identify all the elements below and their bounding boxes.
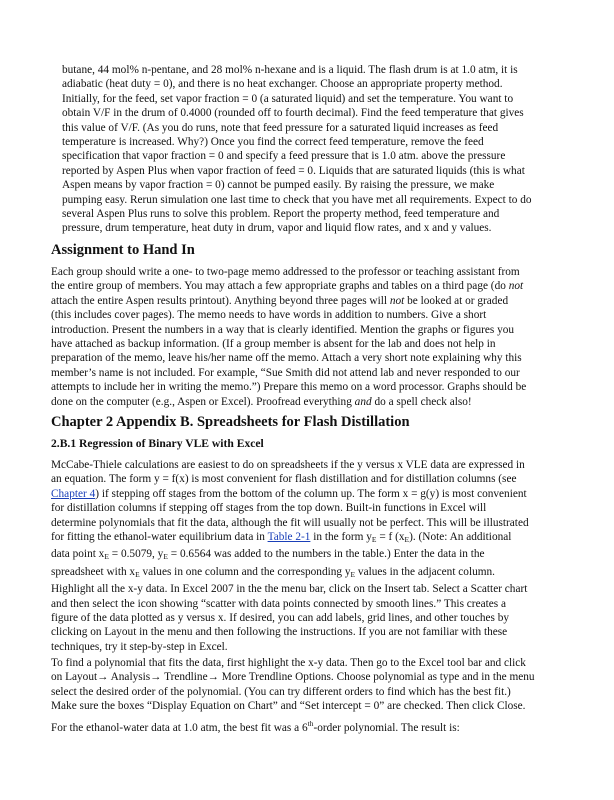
text-line: have attached as backup information. (If a group member is absent for the lab and does not help in: [51, 338, 496, 351]
text-line: Each group should write a one- to two-page memo addressed to the professor or teaching assistant from: [51, 266, 520, 278]
appendix-subheading: 2.B.1 Regression of Binary VLE with Excel: [51, 437, 264, 450]
text-line: Make sure the boxes “Display Equation on Chart” and “Set intercept = 0” are checked. Then click Close.: [51, 700, 526, 713]
appendix-heading: Chapter 2 Appendix B. Spreadsheets for Flash Distillation: [51, 414, 410, 430]
text-line: figure of the data plotted as y versus x. If desired, you can add labels, grid lines, and other touches by: [51, 612, 510, 625]
text-line: attach the entire Aspen results printout). Anything beyond three pages will not be looked at or graded: [51, 294, 509, 307]
text-line: preparation of the memo, leave his/her name off the memo. Attach a very short note explaining why this: [51, 352, 522, 365]
text-line: (this includes cover pages). The memo needs to have words in addition to numbers. Give a short: [51, 309, 487, 322]
text-line: obtain V/F in the drum of 0.4000 (rounded off to fourth decimal). Find the feed temperature that gives: [62, 107, 524, 120]
text-line: an equation. The form y = f(x) is most convenient for flash distillation and for distillation columns (see: [51, 473, 517, 486]
text-line: this value of V/F. (As you do runs, note that feed pressure for a saturated liquid increases as feed: [62, 121, 499, 134]
text-line: the entire group of members. You may attach a few appropriate graphs and tables on a third page (do not: [51, 280, 524, 293]
text-line: introduction. Present the numbers in a way that is clearly identified. Mention the graphs or figures you: [51, 323, 515, 336]
text-line: McCabe-Thiele calculations are easiest to do on spreadsheets if the y versus x VLE data are expressed in: [51, 459, 525, 471]
text-line: specification that vapor fraction = 0 and specify a feed pressure that is 1.0 atm. above the pressure: [62, 150, 506, 163]
text-line: clicking on Layout in the menu and then following the instructions. If you are not familiar with these: [51, 626, 508, 639]
assignment-paragraph: [51, 265, 526, 409]
text-line: reported by Aspen Plus when vapor fraction of feed = 0. Liquids that are saturated liquids (this is what: [62, 164, 525, 177]
text-line: butane, 44 mol% n-pentane, and 28 mol% n-hexane and is a liquid. The flash drum is at 1.0 atm, it is: [62, 64, 518, 76]
table-2-1-link[interactable]: Table 2-1: [267, 531, 311, 544]
text-line: adiabatic (heat duty = 0), and there is no heat exchanger. Choose an appropriate property method.: [62, 78, 503, 91]
text-line: spreadsheet with $x_E$ values in one column and the corresponding $y_E$ values in the adjacent column.: [51, 565, 496, 579]
text-line: To find a polynomial that fits the data, first highlight the x-y data. Then go to the Excel tool bar and click: [51, 657, 526, 669]
text-line: for fitting the ethanol-water equilibrium data in Table 2-1 in the form $y_E = f$ $(x_E)$. (Note: An additional: [51, 531, 512, 545]
text-line: techniques, try it step-by-step in Excel.: [51, 640, 228, 653]
chapter-4-link[interactable]: Chapter 4: [51, 487, 96, 500]
text-line: on Layout→ Analysis→ Trendline→ More Trendline Options. Choose polynomial as type and in the menu: [51, 671, 535, 684]
text-line: Chapter 4) if stepping off stages from the bottom of the column up. The form x = g(y) is most convenient: [51, 487, 527, 500]
appendix-paragraph-2: [51, 656, 535, 714]
text-line: attempts to include her in writing the memo.”) Prepare this memo on a word processor. Graphs should be: [51, 381, 527, 394]
text-line: for distillation columns if stepping off stages from the top down. Built-in functions in Excel will: [51, 502, 487, 515]
text-line: and then select the icon showing “scatter with data points connected by smooth lines.” This creates a: [51, 597, 506, 610]
text-line: pumping easy. Rerun simulation one last time to check that you have met all requirements. Expect to do: [62, 193, 532, 206]
appendix-paragraph-1: [51, 458, 529, 654]
text-line: For the ethanol-water data at 1.0 atm, the best fit was a 6th-order polynomial. The result is:: [51, 719, 460, 734]
text-line: temperature is increased. Why?) Once you find the correct feed temperature, remove the feed: [62, 136, 484, 149]
text-line: determine polynomials that fit the data, although the fit will usually not be perfect. This will be illustrated: [51, 516, 529, 529]
appendix-paragraph-3: [51, 717, 460, 735]
text-line: pressure, drum temperature, heat duty in drum, vapor and liquid flow rates, and x and y values.: [62, 222, 492, 235]
text-line: Initially, for the feed, set vapor fraction = 0 (a saturated liquid) and set the temperature. You want to: [62, 92, 514, 105]
intro-paragraph: [62, 63, 532, 236]
text-line: Highlight all the x-y data. In Excel 2007 in the the menu bar, click on the Insert tab. Select a Scatter chart: [51, 583, 528, 596]
assignment-heading: Assignment to Hand In: [51, 242, 195, 258]
text-line: Aspen means by vapor fraction = 0) cannot be pumped easily. By raising the pressure, we make: [62, 179, 495, 192]
text-line: member’s name is not included. For example, “Sue Smith did not attend lab and never responded to our: [51, 366, 520, 379]
text-line: select the desired order of the polynomial. (You can try different orders to find which has the best fit.): [51, 685, 511, 698]
text-line: several Aspen Plus runs to solve this problem. Report the property method, feed temperature and: [62, 208, 500, 221]
text-line: data point $x_E = 0.5079$, $y_E = 0.6564$ was added to the numbers in the table.) Enter the data in the: [51, 548, 485, 562]
text-line: done on the computer (e.g., Aspen or Excel). Proofread everything and do a spell check also!: [51, 395, 472, 408]
